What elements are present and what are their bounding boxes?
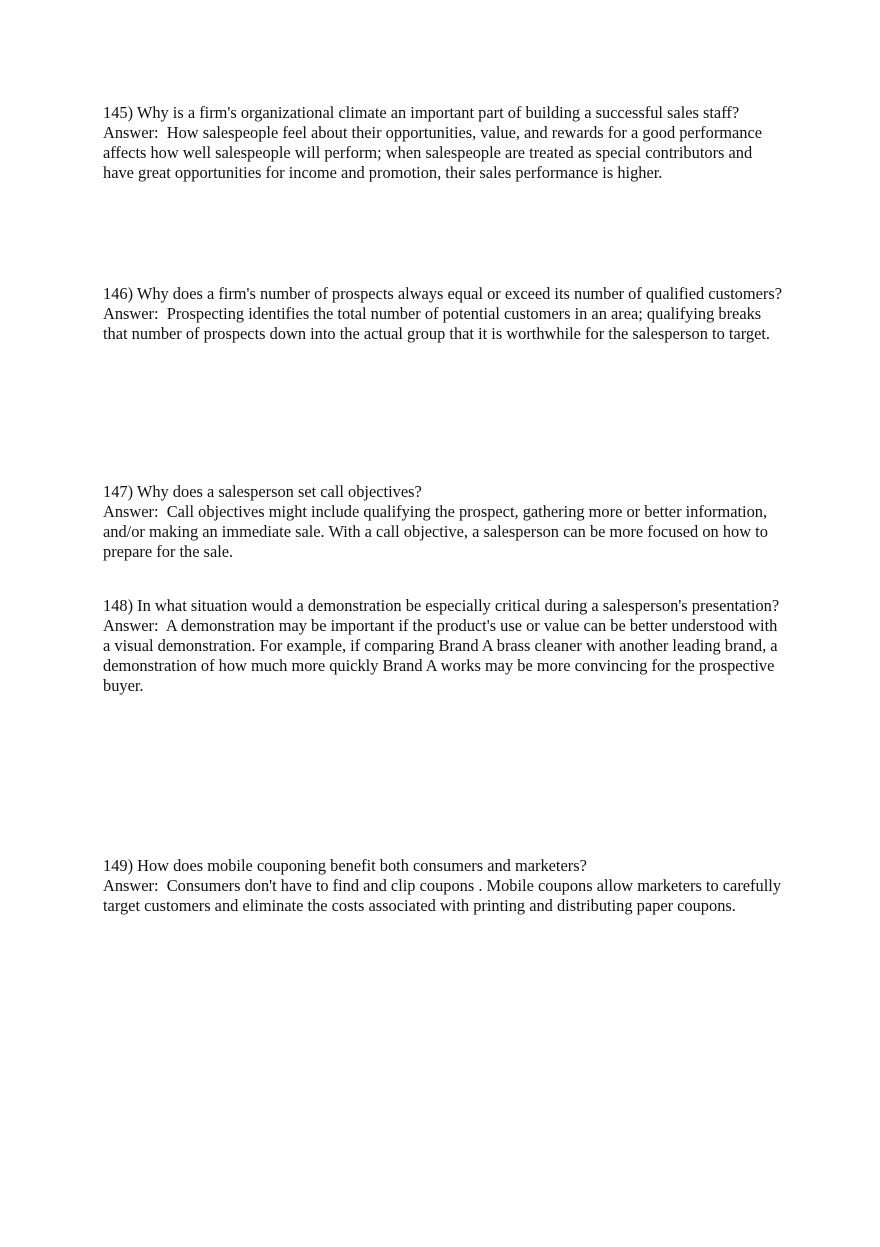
answer-text: Answer: Consumers don't have to find and clip coupons . Mobile coupons allow marketers to carefully target customers and eliminate the costs associated with printing and distributing paper coupons. [103,876,786,915]
answer-text: Answer: How salespeople feel about their opportunities, value, and rewards for a good performance affects how well salespeople will perform; when salespeople are treated as special contributors and have great opportunities for income and promotion, their sales performance is higher. [103,123,767,182]
question-block-146 [103,284,783,344]
question-text: 149) How does mobile couponing benefit both consumers and marketers? [103,856,587,875]
question-text: 146) Why does a firm's number of prospects always equal or exceed its number of qualified customers? [103,284,783,303]
question-text: 147) Why does a salesperson set call objectives? [103,482,422,501]
question-text: 145) Why is a firm's organizational climate an important part of building a successful sales staff? [103,103,740,122]
question-block-145 [103,103,783,183]
answer-text: Answer: Prospecting identifies the total number of potential customers in an area; qualifying breaks that number of prospects down into the actual group that it is worthwhile for the salesperson to target. [103,304,771,343]
question-block-149 [103,856,786,916]
question-block-148 [103,596,783,696]
question-block-147 [103,482,783,562]
question-text: 148) In what situation would a demonstration be especially critical during a salesperson's presentation? [103,596,780,615]
answer-text: Answer: A demonstration may be important if the product's use or value can be better understood with a visual demonstration. For example, if comparing Brand A brass cleaner with another leading brand, a demonstration of how much more quickly Brand A works may be more convincing for the prospective buyer. [103,616,782,695]
answer-text: Answer: Call objectives might include qualifying the prospect, gathering more or better information, and/or making an immediate sale. With a call objective, a salesperson can be more focused on how to prepare for the sale. [103,502,773,561]
